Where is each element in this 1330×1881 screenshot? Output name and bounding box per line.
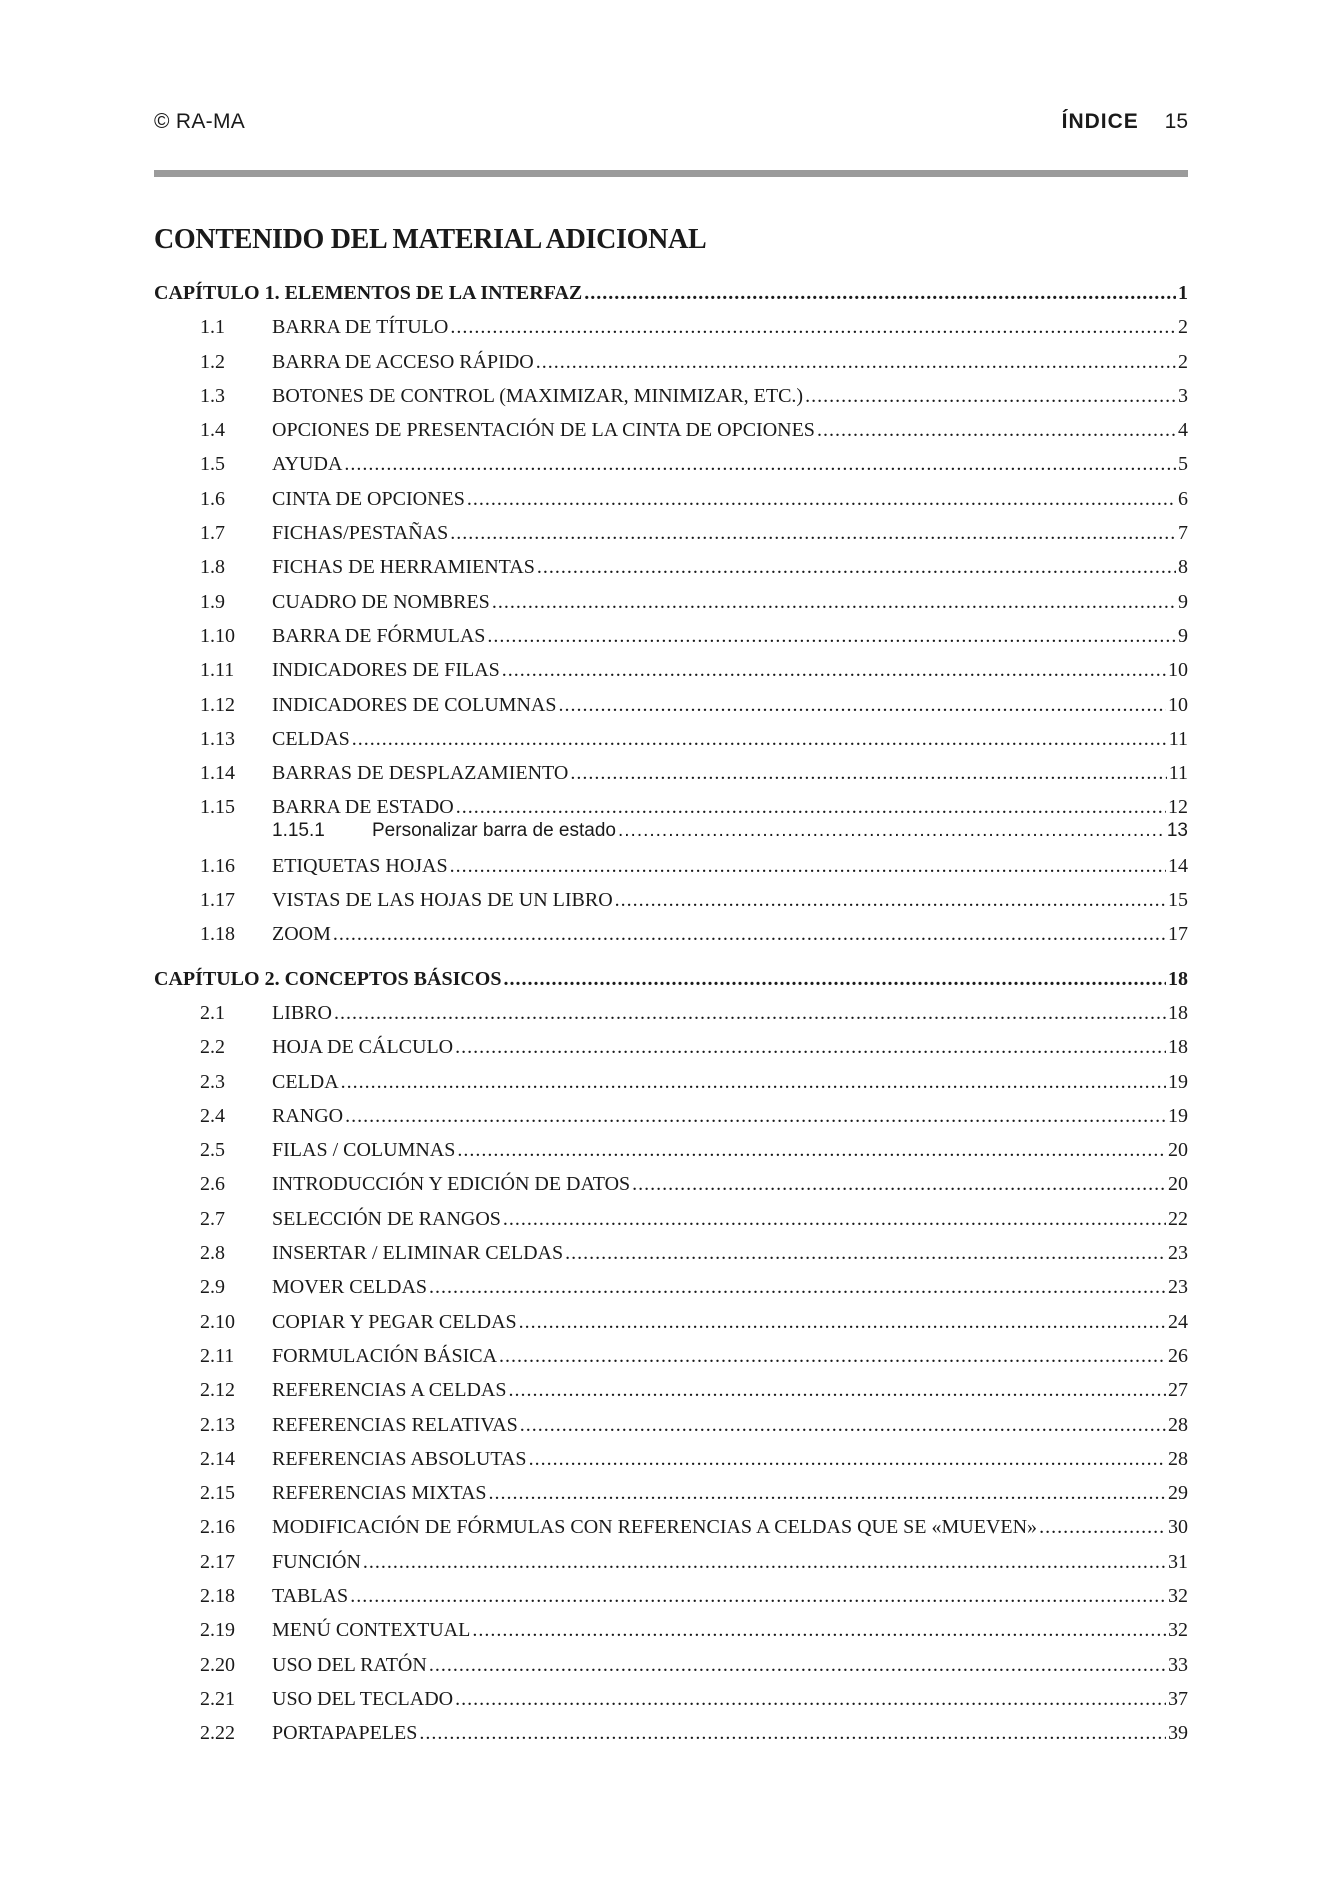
toc-entry[interactable] xyxy=(154,1202,1188,1236)
entry-page: 30 xyxy=(1168,1516,1188,1539)
entry-page: 20 xyxy=(1168,1139,1188,1162)
dot-leader xyxy=(341,1065,1166,1099)
entry-number: 2.13 xyxy=(200,1413,235,1436)
entry-number: 2.9 xyxy=(200,1276,225,1299)
entry-page: 19 xyxy=(1168,1070,1188,1093)
entry-number: 1.14 xyxy=(200,762,235,785)
entry-title: LIBRO xyxy=(272,1001,332,1024)
dot-leader xyxy=(487,619,1176,653)
toc-entry[interactable] xyxy=(154,1442,1188,1476)
toc-entry[interactable] xyxy=(154,1236,1188,1270)
entry-number: 1.10 xyxy=(200,624,235,647)
page-header xyxy=(154,110,1188,142)
dot-leader xyxy=(455,1030,1166,1064)
dot-leader xyxy=(344,447,1176,481)
entry-page: 31 xyxy=(1168,1550,1188,1573)
entry-page: 33 xyxy=(1168,1653,1188,1676)
entry-title: Personalizar barra de estado xyxy=(372,819,616,841)
toc-entry[interactable] xyxy=(154,1270,1188,1304)
toc-entry[interactable] xyxy=(154,996,1188,1030)
entry-page: 4 xyxy=(1178,419,1188,442)
entry-number: 2.10 xyxy=(200,1310,235,1333)
toc-entry[interactable] xyxy=(154,917,1188,951)
entry-page: 10 xyxy=(1168,659,1188,682)
dot-leader xyxy=(615,883,1166,917)
entry-number: 2.7 xyxy=(200,1207,225,1230)
entry-page: 20 xyxy=(1168,1173,1188,1196)
entry-title: USO DEL TECLADO xyxy=(272,1687,454,1710)
entry-number: 2.18 xyxy=(200,1584,235,1607)
entry-title: PORTAPAPELES xyxy=(272,1722,418,1745)
entry-number: 2.6 xyxy=(200,1173,225,1196)
entry-title: MODIFICACIÓN DE FÓRMULAS CON REFERENCIAS A CELDAS QUE SE «MUEVEN» xyxy=(272,1516,1038,1539)
entry-title: SELECCIÓN DE RANGOS xyxy=(272,1207,501,1230)
toc-entry[interactable] xyxy=(154,1065,1188,1099)
header-rule xyxy=(154,170,1188,177)
dot-leader xyxy=(565,1236,1166,1270)
dot-leader xyxy=(450,516,1176,550)
dot-leader xyxy=(345,1099,1166,1133)
entry-title: BARRA DE TÍTULO xyxy=(272,316,449,339)
toc-entry[interactable] xyxy=(154,1373,1188,1407)
dot-leader xyxy=(334,996,1166,1030)
entry-number: 2.3 xyxy=(200,1070,225,1093)
entry-title: FICHAS/PESTAÑAS xyxy=(272,522,449,545)
dot-leader xyxy=(805,379,1176,413)
dot-leader xyxy=(520,1408,1166,1442)
entry-number: 2.12 xyxy=(200,1379,235,1402)
entry-page: 7 xyxy=(1178,522,1188,545)
toc-entry[interactable] xyxy=(154,585,1188,619)
entry-page: 2 xyxy=(1178,316,1188,339)
entry-title: CINTA DE OPCIONES xyxy=(272,487,465,510)
entry-page: 15 xyxy=(1168,889,1188,912)
toc-entry[interactable] xyxy=(154,1545,1188,1579)
entry-number: 2.15 xyxy=(200,1482,235,1505)
entry-page: 26 xyxy=(1168,1344,1188,1367)
table-of-contents xyxy=(154,276,1188,1750)
toc-entry[interactable] xyxy=(154,1133,1188,1167)
toc-entry[interactable] xyxy=(154,1099,1188,1133)
publisher-label: © RA-MA xyxy=(154,110,246,133)
entry-title: CUADRO DE NOMBRES xyxy=(272,590,490,613)
dot-leader xyxy=(503,962,1166,996)
entry-page: 10 xyxy=(1168,693,1188,716)
dot-leader xyxy=(350,1579,1166,1613)
toc-entry[interactable] xyxy=(154,653,1188,687)
entry-title: BOTONES DE CONTROL (MAXIMIZAR, MINIMIZAR, ETC.) xyxy=(272,384,804,407)
dot-leader xyxy=(333,917,1166,951)
entry-number: 1.5 xyxy=(200,453,225,476)
entry-page: 8 xyxy=(1178,556,1188,579)
entry-page: 23 xyxy=(1168,1276,1188,1299)
entry-title: ETIQUETAS HOJAS xyxy=(272,854,448,877)
entry-page: 9 xyxy=(1178,590,1188,613)
entry-title: FILAS / COLUMNAS xyxy=(272,1139,456,1162)
entry-page: 5 xyxy=(1178,453,1188,476)
entry-page: 22 xyxy=(1168,1207,1188,1230)
entry-number: 2.11 xyxy=(200,1344,235,1367)
entry-number: 2.5 xyxy=(200,1139,225,1162)
entry-number: 1.8 xyxy=(200,556,225,579)
entry-title: BARRA DE ESTADO xyxy=(272,796,454,819)
entry-number: 1.9 xyxy=(200,590,225,613)
entry-number: 1.17 xyxy=(200,889,235,912)
entry-title: BARRA DE FÓRMULAS xyxy=(272,624,486,647)
dot-leader xyxy=(632,1167,1166,1201)
section-label: ÍNDICE xyxy=(1061,110,1139,133)
entry-page: 3 xyxy=(1178,384,1188,407)
entry-title: CELDAS xyxy=(272,727,350,750)
entry-title: MENÚ CONTEXTUAL xyxy=(272,1619,471,1642)
entry-page: 9 xyxy=(1178,624,1188,647)
dot-leader xyxy=(489,1476,1166,1510)
entry-number: 2.16 xyxy=(200,1516,235,1539)
dot-leader xyxy=(536,345,1176,379)
chapter-1-entries xyxy=(154,310,1188,824)
toc-chapter-2[interactable] xyxy=(154,962,1188,996)
dot-leader xyxy=(429,1270,1166,1304)
entry-number: 1.6 xyxy=(200,487,225,510)
entry-title: COPIAR Y PEGAR CELDAS xyxy=(272,1310,517,1333)
entry-page: 32 xyxy=(1168,1619,1188,1642)
dot-leader xyxy=(450,310,1176,344)
toc-entry[interactable] xyxy=(154,1167,1188,1201)
dot-leader xyxy=(529,1442,1166,1476)
toc-chapter-1[interactable] xyxy=(154,276,1188,310)
entry-title: INDICADORES DE COLUMNAS xyxy=(272,693,557,716)
toc-entry[interactable] xyxy=(154,1579,1188,1613)
chapter-title: CAPÍTULO 2. CONCEPTOS BÁSICOS xyxy=(154,967,502,990)
toc-entry[interactable] xyxy=(154,516,1188,550)
entry-page: 37 xyxy=(1168,1687,1188,1710)
chapter-page: 1 xyxy=(1178,282,1188,304)
entry-number: 1.3 xyxy=(200,384,225,407)
entry-title: CELDA xyxy=(272,1070,339,1093)
chapter-1-entries-cont xyxy=(154,849,1188,952)
entry-title: OPCIONES DE PRESENTACIÓN DE LA CINTA DE OPCIONES xyxy=(272,419,815,442)
dot-leader xyxy=(558,688,1166,722)
entry-title: INTRODUCCIÓN Y EDICIÓN DE DATOS xyxy=(272,1173,631,1196)
entry-page: 39 xyxy=(1168,1722,1188,1745)
dot-leader xyxy=(519,1305,1166,1339)
chapter-title: CAPÍTULO 1. ELEMENTOS DE LA INTERFAZ xyxy=(154,282,583,304)
toc-entry[interactable] xyxy=(154,550,1188,584)
toc-entry[interactable] xyxy=(154,1476,1188,1510)
dot-leader xyxy=(502,653,1166,687)
entry-number: 1.12 xyxy=(200,693,235,716)
entry-page: 18 xyxy=(1168,1001,1188,1024)
entry-title: REFERENCIAS ABSOLUTAS xyxy=(272,1447,527,1470)
dot-leader xyxy=(570,756,1166,790)
toc-entry[interactable] xyxy=(154,1408,1188,1442)
dot-leader xyxy=(503,1202,1166,1236)
entry-number: 1.15.1 xyxy=(272,819,325,841)
entry-number: 1.18 xyxy=(200,923,235,946)
dot-leader xyxy=(450,849,1166,883)
entry-number: 2.1 xyxy=(200,1001,225,1024)
entry-page: 14 xyxy=(1168,854,1188,877)
toc-entry[interactable] xyxy=(154,413,1188,447)
entry-page: 6 xyxy=(1178,487,1188,510)
dot-leader xyxy=(419,1716,1166,1750)
entry-number: 2.14 xyxy=(200,1447,235,1470)
entry-page: 11 xyxy=(1168,762,1188,785)
dot-leader xyxy=(508,1373,1166,1407)
entry-title: BARRA DE ACCESO RÁPIDO xyxy=(272,350,534,373)
entry-title: FUNCIÓN xyxy=(272,1550,361,1573)
entry-number: 2.2 xyxy=(200,1036,225,1059)
toc-entry[interactable] xyxy=(154,1339,1188,1373)
entry-number: 1.2 xyxy=(200,350,225,373)
entry-page: 11 xyxy=(1168,727,1188,750)
toc-title: CONTENIDO DEL MATERIAL ADICIONAL xyxy=(154,224,707,255)
toc-entry[interactable] xyxy=(154,756,1188,790)
entry-page: 17 xyxy=(1168,923,1188,946)
entry-page: 28 xyxy=(1168,1413,1188,1436)
toc-entry[interactable] xyxy=(154,688,1188,722)
dot-leader xyxy=(455,1682,1166,1716)
entry-title: FORMULACIÓN BÁSICA xyxy=(272,1344,498,1367)
dot-leader xyxy=(499,1339,1166,1373)
entry-title: BARRAS DE DESPLAZAMIENTO xyxy=(272,762,569,785)
entry-number: 2.22 xyxy=(200,1722,235,1745)
entry-title: VISTAS DE LAS HOJAS DE UN LIBRO xyxy=(272,889,613,912)
entry-title: TABLAS xyxy=(272,1584,349,1607)
toc-entry[interactable] xyxy=(154,1648,1188,1682)
dot-leader xyxy=(457,1133,1166,1167)
dot-leader xyxy=(817,413,1176,447)
dot-leader xyxy=(1039,1510,1166,1544)
toc-entry[interactable] xyxy=(154,379,1188,413)
dot-leader xyxy=(472,1613,1166,1647)
toc-entry[interactable] xyxy=(154,1613,1188,1647)
toc-entry[interactable] xyxy=(154,1682,1188,1716)
toc-entry[interactable] xyxy=(154,1510,1188,1544)
entry-page: 32 xyxy=(1168,1584,1188,1607)
entry-number: 1.1 xyxy=(200,316,225,339)
dot-leader xyxy=(467,482,1176,516)
entry-number: 2.17 xyxy=(200,1550,235,1573)
entry-number: 2.19 xyxy=(200,1619,235,1642)
entry-title: REFERENCIAS RELATIVAS xyxy=(272,1413,518,1436)
entry-number: 2.8 xyxy=(200,1242,225,1265)
entry-number: 1.16 xyxy=(200,854,235,877)
dot-leader xyxy=(618,819,1165,843)
entry-page: 18 xyxy=(1168,1036,1188,1059)
dot-leader xyxy=(429,1648,1166,1682)
entry-number: 1.11 xyxy=(200,659,235,682)
entry-page: 23 xyxy=(1168,1242,1188,1265)
chapter-2-entries xyxy=(154,996,1188,1751)
entry-title: ZOOM xyxy=(272,923,331,946)
dot-leader xyxy=(492,585,1176,619)
chapter-page: 18 xyxy=(1168,967,1188,990)
entry-number: 1.15 xyxy=(200,796,235,819)
toc-entry[interactable] xyxy=(154,1716,1188,1750)
toc-entry[interactable] xyxy=(154,1305,1188,1339)
toc-entry[interactable] xyxy=(154,619,1188,653)
dot-leader xyxy=(352,722,1167,756)
toc-entry[interactable] xyxy=(154,345,1188,379)
dot-leader xyxy=(537,550,1176,584)
entry-number: 1.4 xyxy=(200,419,225,442)
entry-title: REFERENCIAS A CELDAS xyxy=(272,1379,507,1402)
toc-entry[interactable] xyxy=(154,849,1188,883)
entry-page: 28 xyxy=(1168,1447,1188,1470)
toc-entry[interactable] xyxy=(154,883,1188,917)
entry-title: MOVER CELDAS xyxy=(272,1276,428,1299)
entry-number: 2.20 xyxy=(200,1653,235,1676)
entry-number: 1.13 xyxy=(200,727,235,750)
entry-title: INDICADORES DE FILAS xyxy=(272,659,500,682)
entry-page: 29 xyxy=(1168,1482,1188,1505)
header-right xyxy=(1062,110,1188,134)
dot-leader xyxy=(363,1545,1166,1579)
toc-entry[interactable] xyxy=(154,1030,1188,1064)
entry-page: 24 xyxy=(1168,1310,1188,1333)
entry-number: 2.21 xyxy=(200,1687,235,1710)
entry-title: AYUDA xyxy=(272,453,343,476)
entry-number: 1.7 xyxy=(200,522,225,545)
page-number: 15 xyxy=(1164,110,1188,133)
entry-page: 19 xyxy=(1168,1104,1188,1127)
entry-page: 2 xyxy=(1178,350,1188,373)
toc-entry[interactable] xyxy=(154,447,1188,481)
toc-subentry[interactable] xyxy=(154,819,1188,843)
entry-title: INSERTAR / ELIMINAR CELDAS xyxy=(272,1242,564,1265)
toc-entry[interactable] xyxy=(154,482,1188,516)
entry-title: USO DEL RATÓN xyxy=(272,1653,427,1676)
entry-number: 2.4 xyxy=(200,1104,225,1127)
entry-title: RANGO xyxy=(272,1104,344,1127)
entry-page: 12 xyxy=(1168,796,1188,819)
entry-title: REFERENCIAS MIXTAS xyxy=(272,1482,487,1505)
entry-page: 13 xyxy=(1166,819,1188,841)
entry-title: HOJA DE CÁLCULO xyxy=(272,1036,454,1059)
entry-page: 27 xyxy=(1168,1379,1188,1402)
toc-entry[interactable] xyxy=(154,722,1188,756)
entry-title: FICHAS DE HERRAMIENTAS xyxy=(272,556,535,579)
toc-entry[interactable] xyxy=(154,310,1188,344)
dot-leader xyxy=(584,276,1176,310)
